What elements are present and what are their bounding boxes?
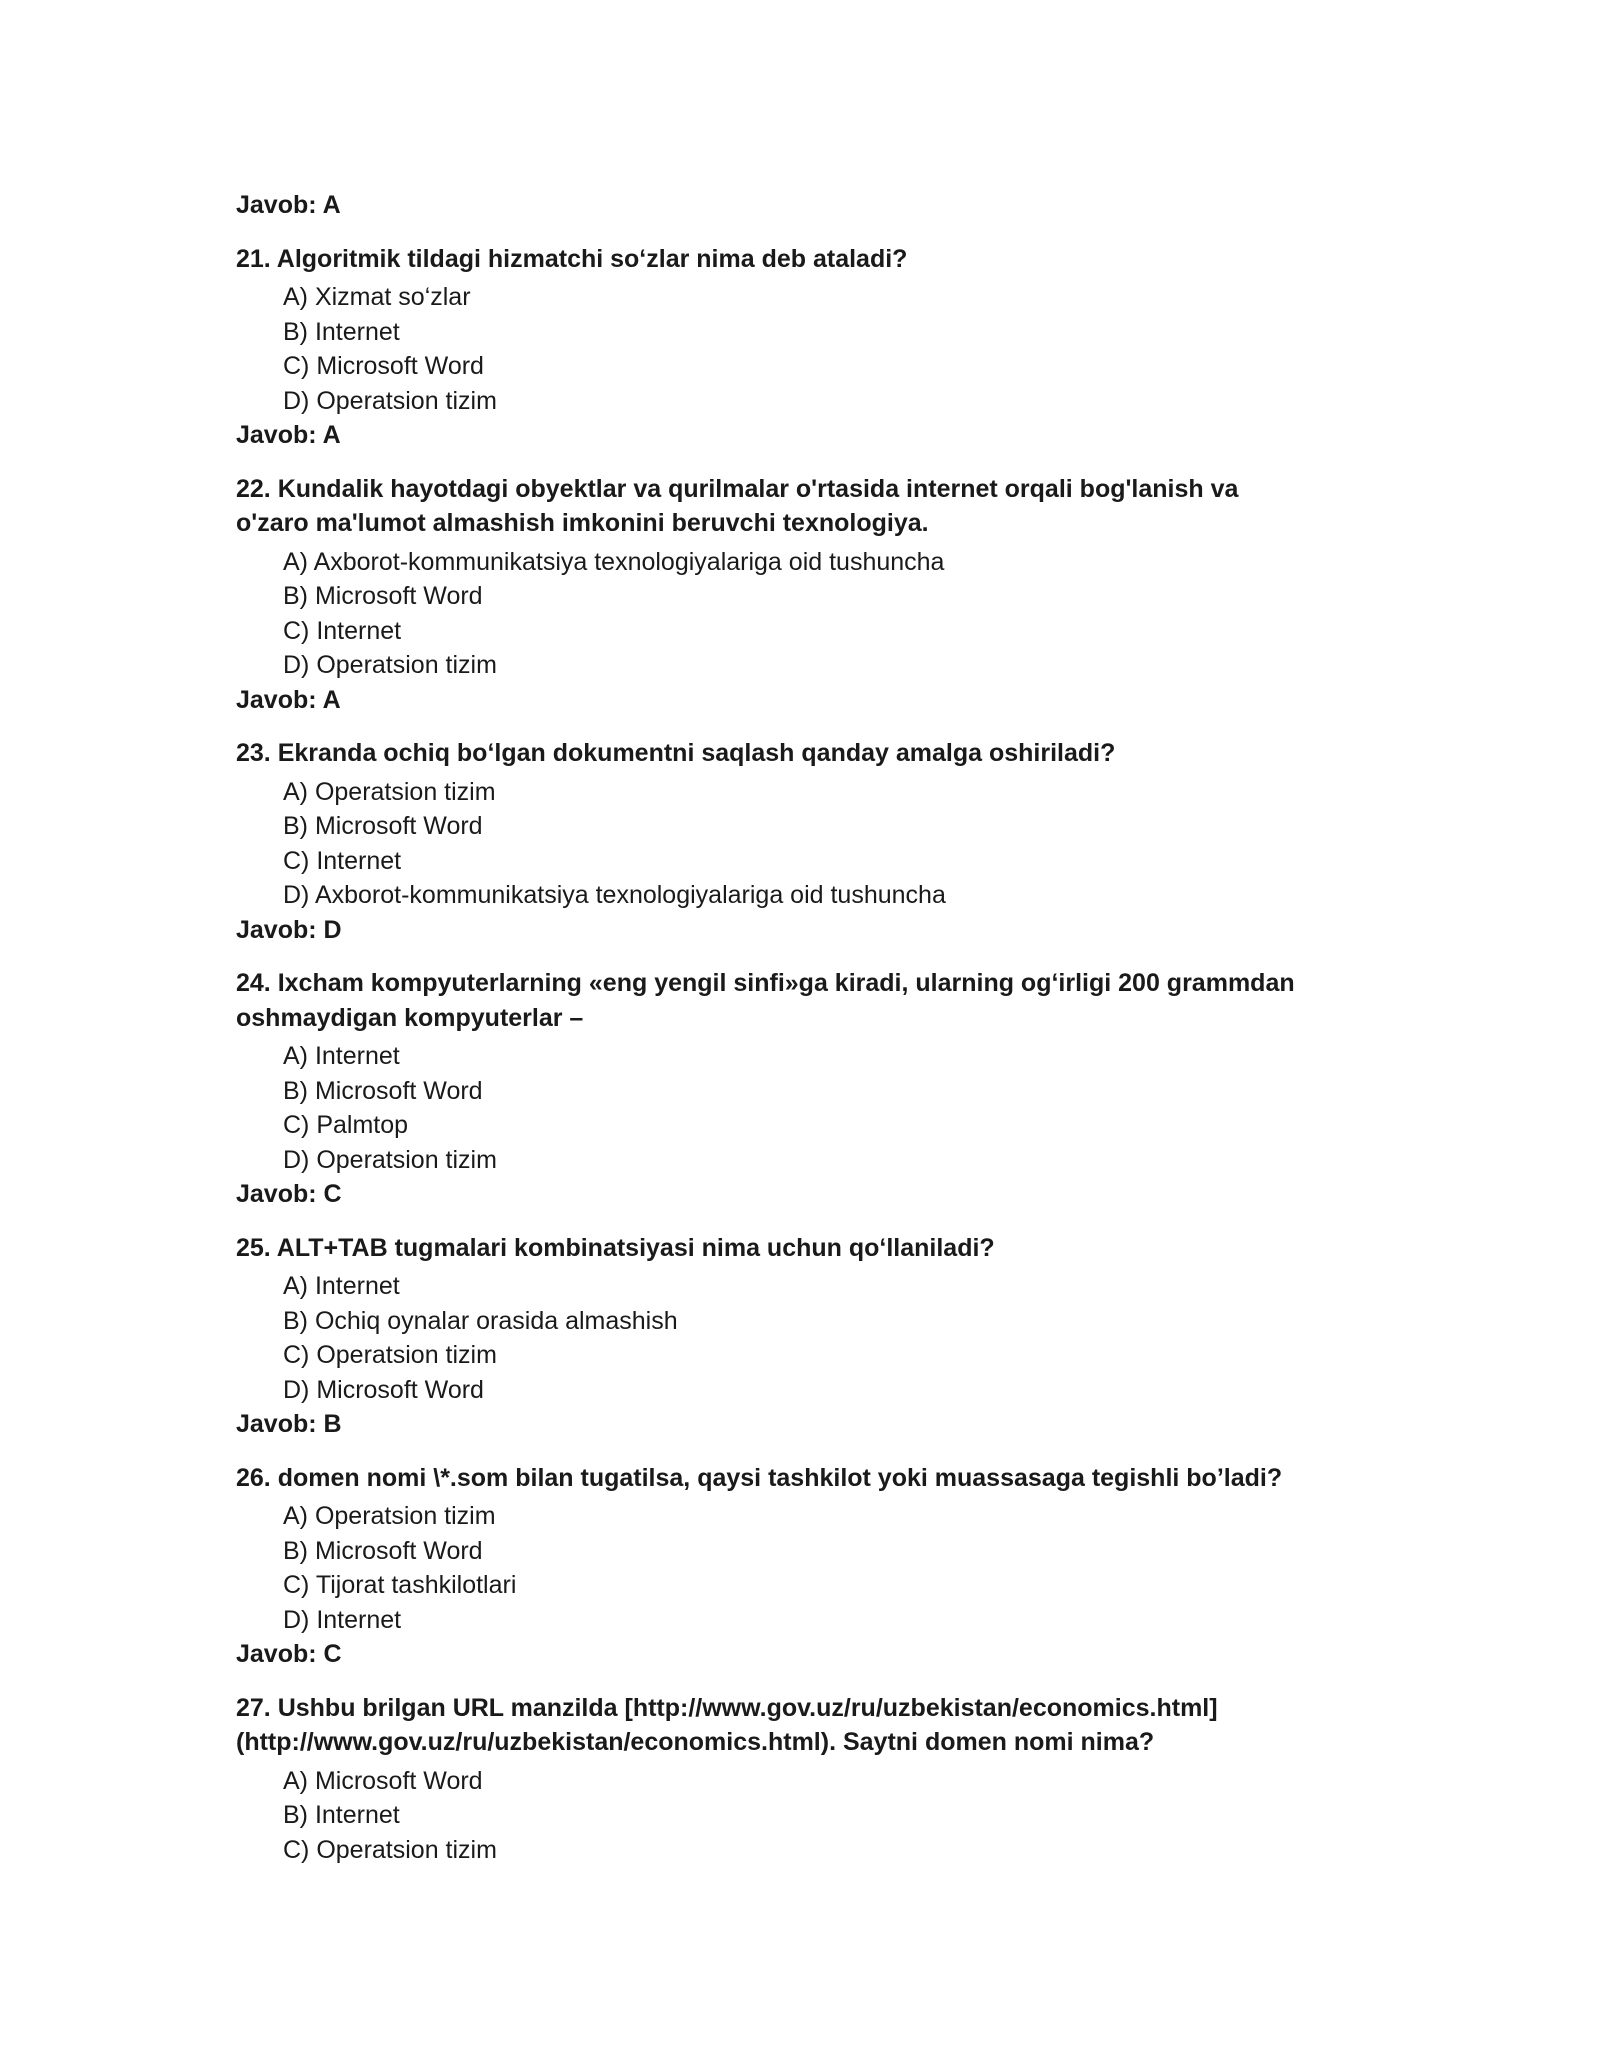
question-block: [236, 472, 1416, 718]
answer-line: Javob: A: [236, 191, 341, 219]
option-item: C) Palmtop: [283, 1111, 409, 1139]
answer-line: Javob: B: [236, 1410, 342, 1438]
option-item: D) Internet: [283, 1605, 402, 1634]
option-item: D) Operatsion tizim: [283, 386, 497, 415]
question-text: 25. ALT+TAB tugmalari kombinatsiyasi nima uchun qo‘llaniladi?: [236, 1233, 995, 1262]
question-text: 21. Algoritmik tildagi hizmatchi so‘zlar nima deb ataladi?: [236, 244, 908, 273]
question-block: [236, 1231, 1416, 1442]
answer-line: Javob: A: [236, 421, 341, 449]
option-item: B) Ochiq oynalar orasida almashish: [283, 1306, 678, 1335]
option-item: C) Operatsion tizim: [283, 1835, 497, 1864]
question-text: 22. Kundalik hayotdagi obyektlar va qurilmalar o'rtasida internet orqali bog'lanish va: [236, 474, 1239, 503]
option-item: D) Operatsion tizim: [283, 651, 497, 679]
question-block: [236, 242, 1416, 453]
question-text: oshmaydigan kompyuterlar –: [236, 1003, 584, 1032]
question-block: [236, 1461, 1416, 1672]
question-block: [236, 1691, 1416, 1868]
option-item: A) Operatsion tizim: [283, 777, 496, 806]
option-item: A) Xizmat so‘zlar: [283, 283, 471, 311]
option-item: D) Axborot-kommunikatsiya texnologiyalariga oid tushuncha: [283, 881, 946, 909]
document-page: [236, 188, 1416, 1867]
question-text: (http://www.gov.uz/ru/uzbekistan/economics.html). Saytni domen nomi nima?: [236, 1728, 1155, 1756]
answer-line: Javob: C: [236, 1640, 342, 1668]
option-item: C) Microsoft Word: [283, 352, 484, 380]
option-list: [236, 280, 1416, 418]
option-item: A) Microsoft Word: [283, 1766, 483, 1795]
question-block: [236, 966, 1416, 1212]
option-item: C) Internet: [283, 846, 402, 875]
option-item: A) Axborot-kommunikatsiya texnologiyalariga oid tushuncha: [283, 547, 945, 576]
option-item: B) Microsoft Word: [283, 582, 483, 610]
question-text: o'zaro ma'lumot almashish imkonini beruvchi texnologiya.: [236, 509, 929, 537]
question-text: 23. Ekranda ochiq bo‘lgan dokumentni saqlash qanday amalga oshiriladi?: [236, 739, 1116, 767]
answer-line: Javob: D: [236, 915, 342, 944]
option-item: D) Microsoft Word: [283, 1375, 484, 1404]
option-item: A) Operatsion tizim: [283, 1502, 496, 1530]
option-item: B) Internet: [283, 317, 400, 346]
option-item: A) Internet: [283, 1272, 400, 1300]
option-item: C) Operatsion tizim: [283, 1341, 497, 1369]
answer-line: Javob: C: [236, 1180, 342, 1208]
option-item: B) Internet: [283, 1801, 400, 1829]
option-item: A) Internet: [283, 1042, 400, 1070]
option-list: [236, 1764, 1416, 1868]
option-item: B) Microsoft Word: [283, 1076, 483, 1105]
option-list: [236, 1039, 1416, 1177]
option-list: [236, 545, 1416, 683]
question-text: 27. Ushbu brilgan URL manzilda [http://www.gov.uz/ru/uzbekistan/economics.html]: [236, 1693, 1218, 1722]
option-item: D) Operatsion tizim: [283, 1145, 497, 1174]
option-item: B) Microsoft Word: [283, 1536, 483, 1565]
answer-line: Javob: A: [236, 685, 341, 714]
option-item: B) Microsoft Word: [283, 812, 483, 840]
option-list: [236, 775, 1416, 913]
question-text: 26. domen nomi \*.som bilan tugatilsa, qaysi tashkilot yoki muassasaga tegishli bo’ladi?: [236, 1463, 1283, 1492]
option-item: C) Internet: [283, 616, 402, 645]
option-item: C) Tijorat tashkilotlari: [283, 1571, 517, 1599]
question-block: [236, 736, 1416, 947]
question-text: 24. Ixcham kompyuterlarning «eng yengil sinfi»ga kiradi, ularning og‘irligi 200 grammdan: [236, 969, 1295, 997]
option-list: [236, 1269, 1416, 1407]
question-list: [236, 242, 1416, 1868]
option-list: [236, 1499, 1416, 1637]
